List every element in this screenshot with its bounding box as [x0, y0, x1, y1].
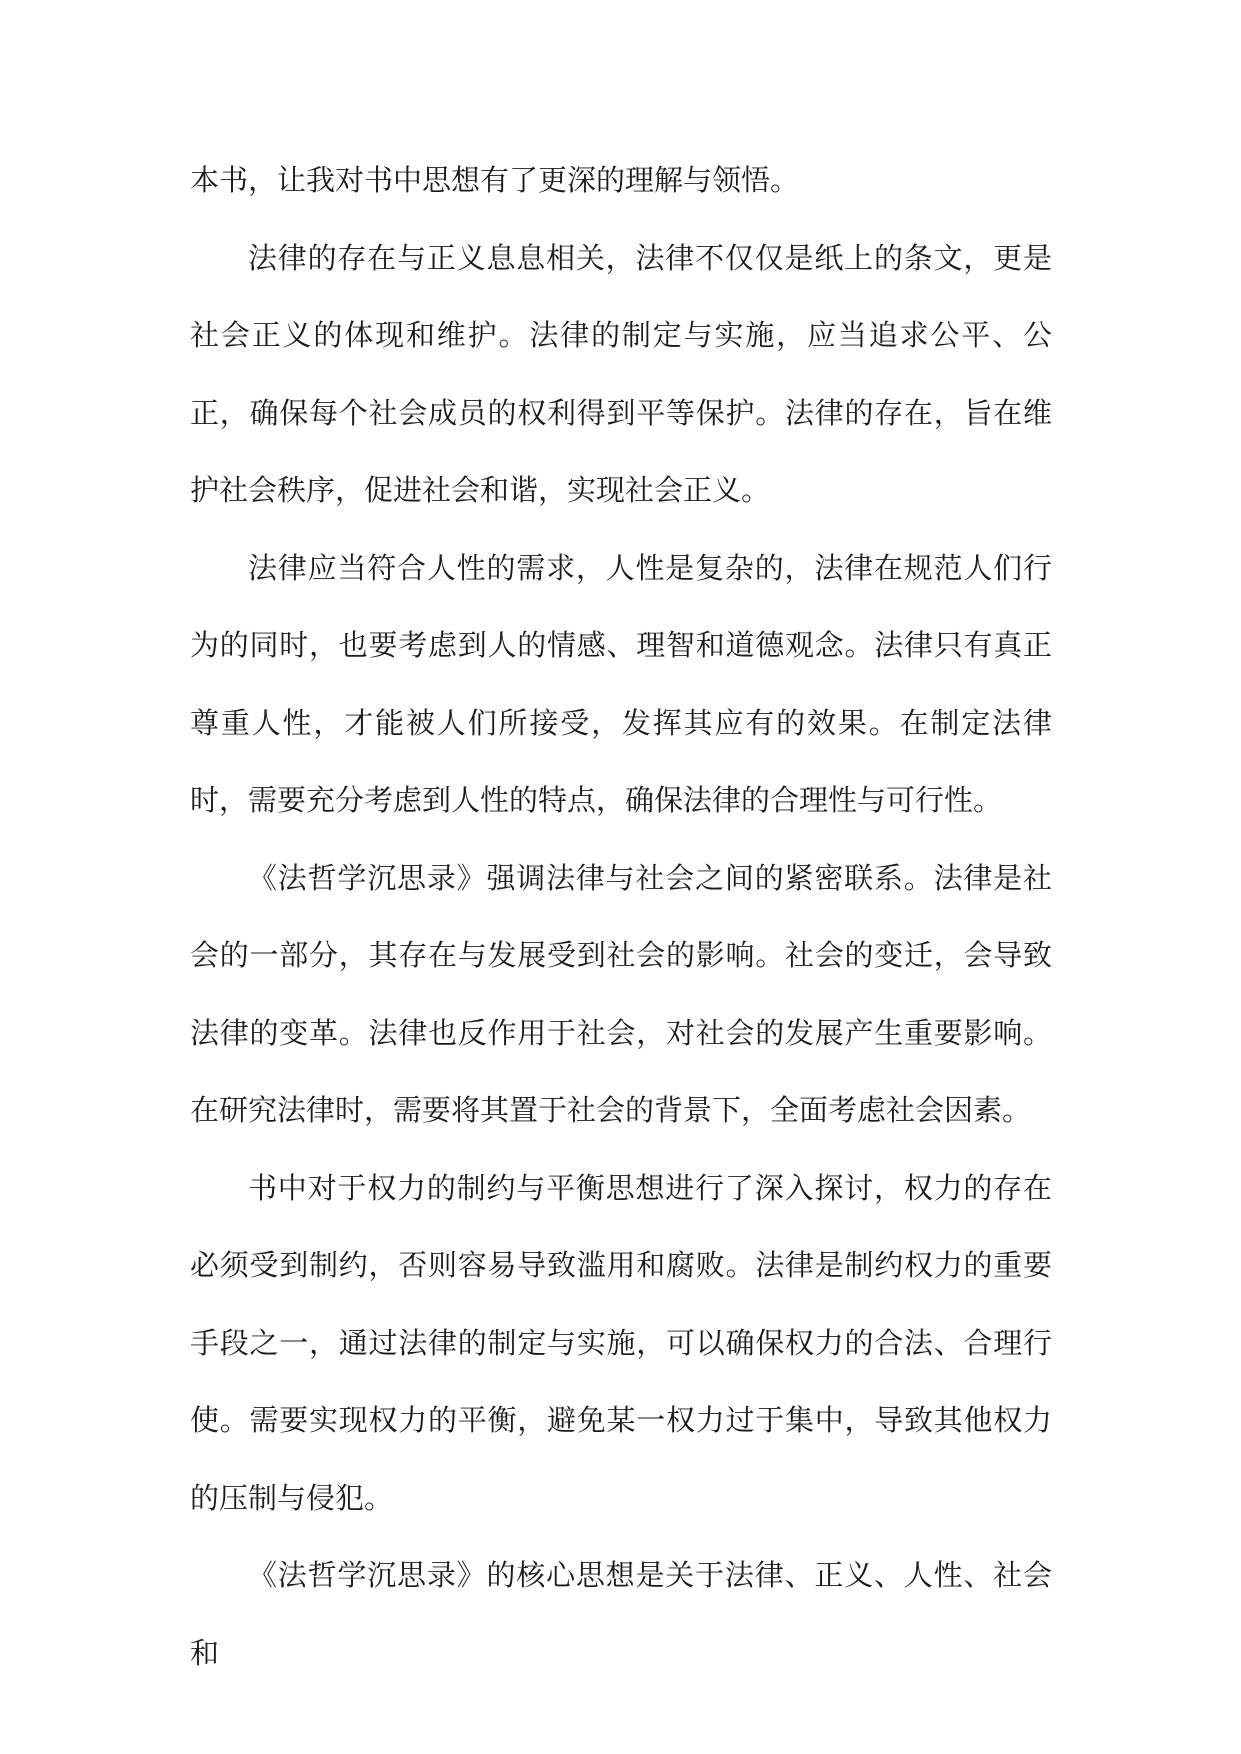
paragraph-core-ideas: 《法哲学沉思录》的核心思想是关于法律、正义、人性、社会和: [190, 1558, 1052, 1670]
paragraph-law-and-human-nature: 法律应当符合人性的需求，人性是复杂的，法律在规范人们行为的同时，也要考虑到人的情感、理智和道德观念。法律只有真正尊重人性，才能被人们所接受，发挥其应有的效果。在制定法律时，需要充分考虑到人性的特点，确保法律的合理性与可行性。: [190, 550, 1052, 817]
paragraph-law-and-society: 《法哲学沉思录》强调法律与社会之间的紧密联系。法律是社会的一部分，其存在与发展受到社会的影响。社会的变迁，会导致法律的变革。法律也反作用于社会，对社会的发展产生重要影响。在研究法律时，需要将其置于社会的背景下，全面考虑社会因素。: [190, 860, 1052, 1127]
paragraph-checks-and-balances: 书中对于权力的制约与平衡思想进行了深入探讨，权力的存在必须受到制约，否则容易导致滥用和腐败。法律是制约权力的重要手段之一，通过法律的制定与实施，可以确保权力的合法、合理行使。需要实现权力的平衡，避免某一权力过于集中，导致其他权力的压制与侵犯。: [190, 1170, 1052, 1515]
paragraph-continuation: 本书，让我对书中思想有了更深的理解与领悟。: [190, 163, 800, 197]
document-body: [190, 142, 1052, 1692]
paragraph-law-and-justice: 法律的存在与正义息息相关，法律不仅仅是纸上的条文，更是社会正义的体现和维护。法律的制定与实施，应当追求公平、公正，确保每个社会成员的权利得到平等保护。法律的存在，旨在维护社会秩序，促进社会和谐，实现社会正义。: [190, 240, 1052, 507]
